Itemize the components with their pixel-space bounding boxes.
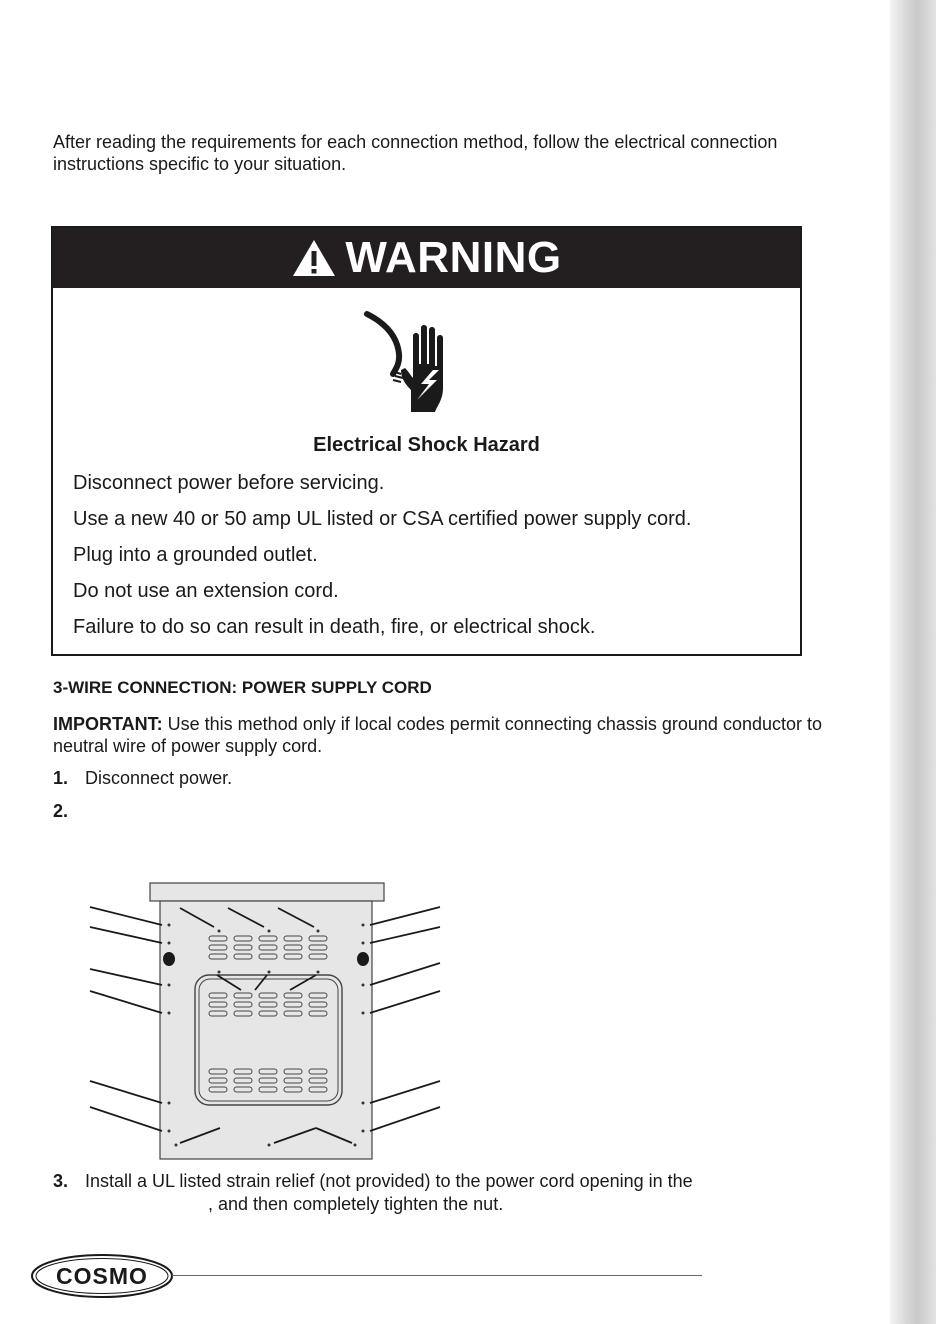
section-title: 3-WIRE CONNECTION: POWER SUPPLY CORD: [53, 678, 432, 697]
rear-panel-diagram: [80, 875, 450, 1175]
step-text: Install a UL listed strain relief (not provided) to the power cord opening in the: [85, 1171, 693, 1191]
warning-lines: [73, 468, 691, 648]
warning-line: Use a new 40 or 50 amp UL listed or CSA certified power supply cord.: [73, 508, 692, 530]
step-1: [53, 767, 232, 789]
warning-box: [51, 226, 802, 656]
warning-triangle-icon: [291, 238, 337, 278]
warning-header: [53, 228, 800, 288]
warning-line: Do not use an extension cord.: [73, 580, 339, 602]
step-number: 1.: [53, 768, 69, 788]
step-number: 2.: [53, 801, 69, 821]
step-number: 3.: [53, 1171, 69, 1191]
electrical-shock-hand-icon: [355, 308, 465, 418]
important-note: [53, 713, 823, 757]
page-edge-shadow: [890, 0, 936, 1324]
important-label: IMPORTANT:: [53, 714, 163, 734]
footer-rule: [172, 1275, 702, 1276]
step-2: [53, 800, 85, 822]
warning-line: Failure to do so can result in death, fire, or electrical shock.: [73, 616, 596, 638]
cosmo-logo: [30, 1253, 174, 1299]
warning-line: Disconnect power before servicing.: [73, 472, 385, 494]
step-text: Disconnect power.: [85, 768, 233, 788]
intro-paragraph: After reading the requirements for each connection method, follow the electrical connection instructions specific to your situation.: [53, 132, 778, 174]
important-text: Use this method only if local codes permit connecting chassis ground conductor to neutral wire of power supply cord.: [53, 714, 823, 756]
warning-header-text: WARNING: [345, 233, 562, 282]
hazard-title: Electrical Shock Hazard: [313, 434, 540, 456]
step-3-continuation: , and then completely tighten the nut.: [208, 1194, 504, 1214]
warning-line: Plug into a grounded outlet.: [73, 544, 318, 566]
logo-text: COSMO: [56, 1263, 148, 1289]
step-3: [53, 1170, 693, 1192]
